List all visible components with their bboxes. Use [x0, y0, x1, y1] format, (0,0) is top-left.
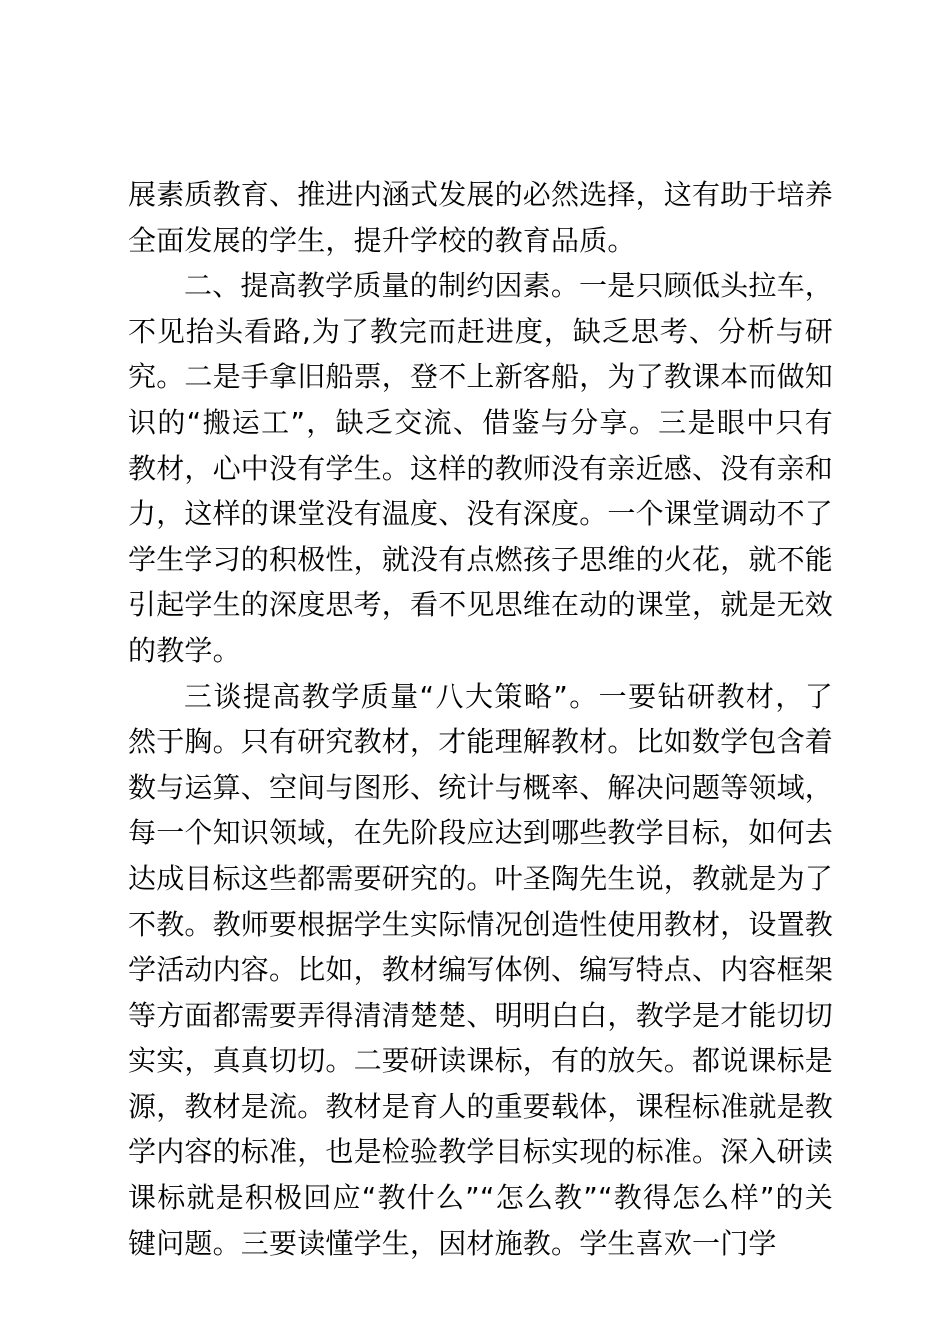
paragraph-3: 三谈提高教学质量“八大策略”。一要钻研教材，了然于胸。只有研究教材，才能理解教材。比如数学包含着数与运算、空间与图形、统计与概率、解决问题等领域，每一个知识领域，在先阶段应达到哪些教学目标，如何去达成目标这些都需要研究的。叶圣陶先生说，教就是为了不教。教师要根据学生实际情况创造性使用教材，设置教学活动内容。比如，教材编写体例、编写特点、内容框架等方面都需要弄得清清楚楚、明明白白，教学是才能切切实实，真真切切。二要研读课标，有的放矢。都说课标是源，教材是流。教材是育人的重要载体，课程标准就是教学内容的标准，也是检验教学目标实现的标准。深入研读课标就是积极回应“教什么”“怎么教”“教得怎么样”的关键问题。三要读懂学生，因材施教。学生喜欢一门学	[128, 679, 834, 1260]
paragraph-1: 展素质教育、推进内涵式发展的必然选择，这有助于培养全面发展的学生，提升学校的教育品质。	[128, 178, 834, 257]
body-text	[128, 172, 833, 1266]
paragraph-2: 二、提高教学质量的制约因素。一是只顾低头拉车，不见抬头看路,为了教完而赶进度，缺乏思考、分析与研究。二是手拿旧船票，登不上新客船，为了教课本而做知识的“搬运工”，缺乏交流、借鉴与分享。三是眼中只有教材，心中没有学生。这样的教师没有亲近感、没有亲和力，这样的课堂没有温度、没有深度。一个课堂调动不了学生学习的积极性，就没有点燃孩子思维的火花，就不能引起学生的深度思考，看不见思维在动的课堂，就是无效的教学。	[128, 269, 834, 667]
